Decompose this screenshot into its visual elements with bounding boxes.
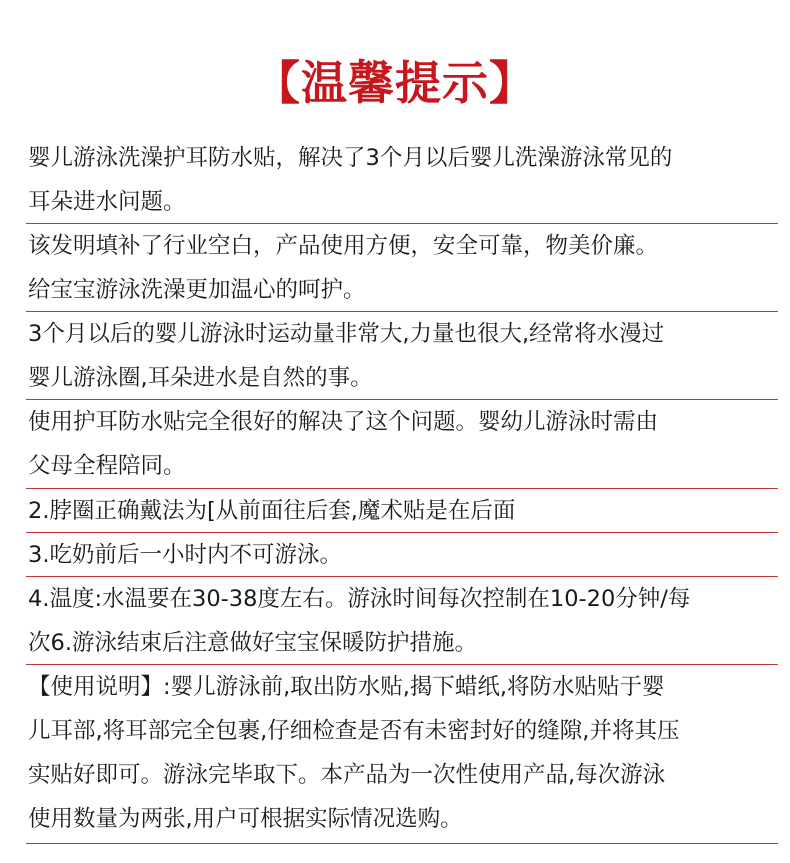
paragraph-line: 儿耳部,将耳部完全包裹,仔细检查是否有未密封好的缝隙,并将其压 bbox=[28, 718, 680, 744]
paragraph-line: 【使用说明】:婴儿游泳前,取出防水贴,揭下蜡纸,将防水贴贴于婴 bbox=[28, 674, 665, 700]
paragraph-line: 婴儿游泳洗澡护耳防水贴，解决了3个月以后婴儿洗澡游泳常见的 bbox=[28, 145, 673, 171]
paragraph-intro bbox=[28, 136, 768, 224]
paragraph-line: 使用数量为两张,用户可根据实际情况选购。 bbox=[28, 806, 463, 832]
paragraph-line: 耳朵进水问题。 bbox=[28, 189, 186, 215]
paragraph-line: 该发明填补了行业空白，产品使用方便，安全可靠，物美价廉。 bbox=[28, 233, 659, 259]
paragraph-line: 使用护耳防水贴完全很好的解决了这个问题。婴幼儿游泳时需由 bbox=[28, 409, 659, 435]
paragraph-activity bbox=[28, 312, 768, 400]
divider-line bbox=[26, 843, 778, 844]
paragraph-line: 3.吃奶前后一小时内不可游泳。 bbox=[28, 542, 342, 568]
paragraph-solution bbox=[28, 400, 768, 488]
paragraph-instructions bbox=[28, 665, 768, 841]
paragraph-line: 实贴好即可。游泳完毕取下。本产品为一次性使用产品,每次游泳 bbox=[28, 762, 666, 788]
paragraph-neck-ring bbox=[28, 489, 768, 533]
paragraph-line: 2.脖圈正确戴法为[从前面往后套,魔术贴是在后面 bbox=[28, 498, 516, 524]
paragraph-line: 4.温度:水温要在30-38度左右。游泳时间每次控制在10-20分钟/每 bbox=[28, 586, 691, 612]
paragraph-line: 给宝宝游泳洗澡更加温心的呵护。 bbox=[28, 277, 366, 303]
paragraph-temperature bbox=[28, 577, 768, 665]
paragraph-feeding bbox=[28, 533, 768, 577]
paragraph-line: 父母全程陪同。 bbox=[28, 453, 186, 479]
page-title: 【温馨提示】 bbox=[254, 56, 536, 110]
paragraph-invention bbox=[28, 224, 768, 312]
paragraph-line: 3个月以后的婴儿游泳时运动量非常大,力量也很大,经常将水漫过 bbox=[28, 321, 665, 347]
paragraph-line: 次6.游泳结束后注意做好宝宝保暖防护措施。 bbox=[28, 630, 477, 656]
paragraph-line: 婴儿游泳圈,耳朵进水是自然的事。 bbox=[28, 365, 373, 391]
